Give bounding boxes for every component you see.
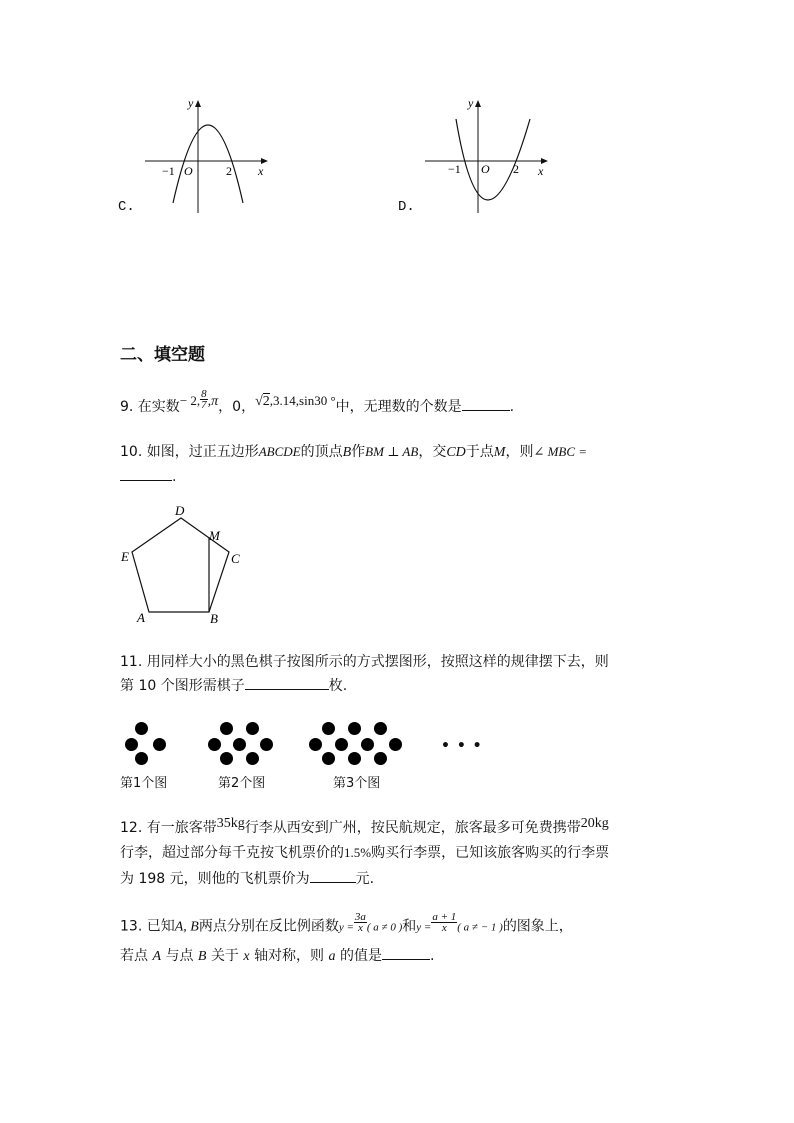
pattern-figure-3 [309,722,409,758]
q13-f1-cond: ( a ≠ 0 ) [366,921,403,934]
dot [125,738,138,751]
q10-t5: ，则 [505,444,534,460]
q13-x: x [243,949,250,964]
y-axis-arrow [195,100,201,107]
origin-label: O [184,164,193,178]
parabola-d [456,119,530,200]
dot [348,722,361,735]
x-label: x [258,164,264,178]
q13-l2c: 关于 [210,948,239,964]
dot [153,738,166,751]
q10-t4: 于点 [465,444,494,460]
q13-l1b: 两点分别在反比例函数 [198,918,339,935]
q10-t1: 的顶点 [300,444,343,460]
q11-answer-blank[interactable] [245,675,329,690]
q9-sqrt: √2 [255,394,270,409]
q9-neg2: − 2, [179,393,201,408]
q13-a: a [328,949,336,964]
option-d-letter: D. [398,199,415,215]
y-label: y [188,96,194,110]
question-10 [120,442,587,463]
label-m: M [209,528,220,543]
q9-rest: ,3.14,sin30 ° [269,393,336,408]
section-title: 二、填空题 [120,345,205,365]
q9-zero: ，0， [218,399,256,415]
dot [260,738,273,751]
q12-l1a: 12. 有一旅客带 [120,820,217,836]
q9-fraction [200,389,208,410]
dot [322,752,335,765]
pattern-figure-2 [208,722,283,758]
q9-answer-blank[interactable] [462,396,510,411]
q13-A: A [152,949,162,964]
q13-l1c: 的图象上， [502,918,573,935]
question-10-line2 [120,466,176,487]
q13-l1a: 13. 已知 [120,918,175,935]
q13-ab: A, B [174,919,199,935]
label-a: A [137,610,145,625]
q10-b: B [342,445,352,460]
q12-kg35: 35kg [216,816,245,831]
label-d: D [175,503,185,518]
question-12-line2 [120,843,609,863]
q9-tail: 中，无理数的个数是 [335,399,462,415]
question-11-line1: 11. 用同样大小的黑色棋子按图所示的方式摆图形，按照这样的规律摆下去，则 [120,654,609,670]
dot [135,752,148,765]
dot [135,722,148,735]
q12-pct: 1.5% [344,845,372,860]
graph-d [420,95,555,220]
pentagon-figure [115,500,255,630]
caption-3: 第3个图 [333,776,381,791]
q13-end: . [429,948,435,964]
q13-f2-den: x [441,922,447,934]
y-label: y [468,96,474,110]
neg1-label: −1 [448,162,461,176]
dot [220,752,233,765]
two-label: 2 [226,164,232,178]
q11-line2b: 枚. [328,678,348,694]
origin-label: O [481,162,490,176]
q12-kg20: 20kg [580,816,609,831]
question-13-line2 [120,945,434,967]
caption-1: 第1个图 [120,776,168,791]
q13-f2-frac [431,912,457,933]
q13-l2d: 轴对称，则 [254,948,325,964]
two-label: 2 [513,162,519,176]
label-b: B [210,611,218,626]
pattern-figure-1 [125,722,170,758]
q10-t2: 作 [351,444,366,460]
q10-bm-ab: BM ⊥ AB [365,444,419,459]
option-c-letter: C. [118,199,135,215]
dot [246,752,259,765]
q10-angle: ∠ MBC = [533,444,588,459]
q9-sqrt-num: 2 [262,394,270,409]
q13-and: 和 [402,918,417,935]
q9-frac-den: 7 [201,398,207,411]
q13-l2e: 的值是 [339,948,382,964]
dot [208,738,221,751]
graph-c [140,95,275,220]
q13-f1-den: x [357,922,363,934]
q13-f1-lhs: y = [338,921,354,934]
dot [322,722,335,735]
q10-m: M [493,445,506,460]
q10-end: . [172,469,177,485]
label-e: E [121,549,129,564]
q9-end: . [509,399,515,415]
q13-answer-blank[interactable] [382,945,430,960]
q12-l2a: 行李，超过部分每千克按飞机票价的 [120,845,344,861]
q13-f1-frac [354,912,367,933]
dot [361,738,374,751]
q9-lead: 9. 在实数 [120,399,180,415]
q9-pi: ,π [207,394,219,409]
dot [389,738,402,751]
caption-2: 第2个图 [218,776,266,791]
q12-l3a: 为 198 元，则他的飞机票价为 [120,871,310,887]
dot [309,738,322,751]
q13-l2b: 与点 [165,948,194,964]
pattern-ellipsis: • • • [441,738,483,754]
q12-l3b: 元. [355,871,375,887]
q13-f1-num: 3a [354,911,366,923]
q13-B: B [197,949,207,964]
question-12-line1 [120,818,609,839]
y-axis-arrow [475,100,481,107]
q10-lead: 10. 如图，过正五边形 [120,444,259,460]
question-13-line1 [120,911,573,938]
question-9 [120,387,515,418]
q12-answer-blank[interactable] [310,868,356,883]
dot [233,738,246,751]
question-11-line2 [120,675,347,696]
q13-f2-cond: ( a ≠ − 1 ) [457,921,503,934]
q10-t3: ，交 [418,444,447,460]
q13-f2-num: a + 1 [432,911,457,923]
q10-answer-blank[interactable] [120,466,172,481]
label-c: C [231,551,240,566]
dot [246,722,259,735]
dot [348,752,361,765]
q12-l1b: 行李从西安到广州，按民航规定，旅客最多可免费携带 [244,820,581,836]
q13-l2a: 若点 [120,948,148,964]
dot [374,752,387,765]
q9-frac-num: 8 [201,387,207,400]
dot [374,722,387,735]
q11-line2a: 第 10 个图形需棋子 [120,678,245,694]
neg1-label: −1 [162,164,175,178]
q13-f2-lhs: y = [416,921,432,934]
x-label: x [538,164,544,178]
q10-cd: CD [446,445,466,460]
dot [335,738,348,751]
q12-l2b: 购买行李票，已知该旅客购买的行李票 [371,845,610,861]
q10-abcde: ABCDE [258,444,301,459]
dot [220,722,233,735]
question-12-line3 [120,868,374,889]
